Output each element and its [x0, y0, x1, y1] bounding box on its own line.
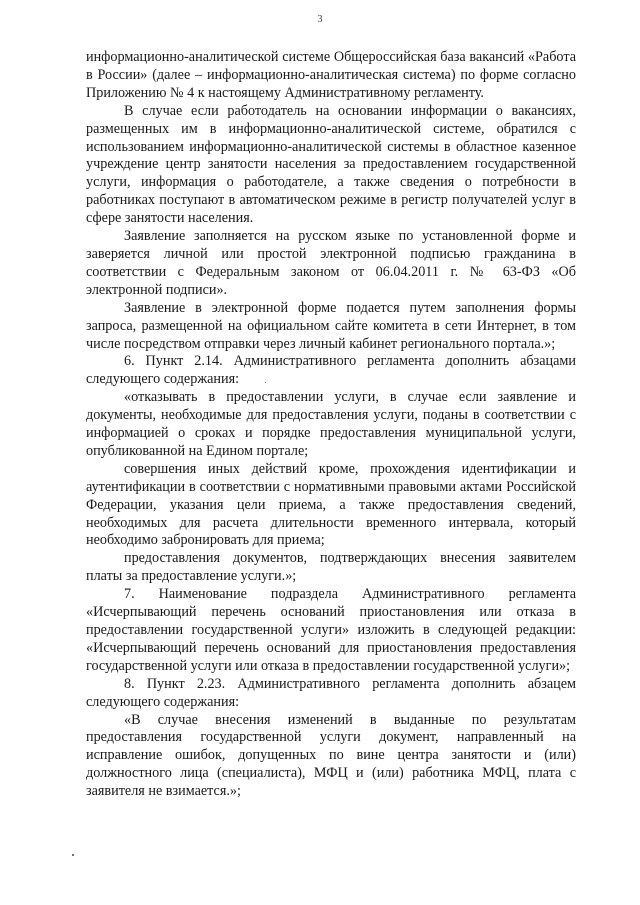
paragraph-4: Заявление в электронной форме подается путем заполнения формы запроса, размещенной на официальном сайте комитета в сети Интернет, в том числе посредством отправки через личный кабинет регионального портала.»;: [86, 299, 576, 352]
paragraph-11: «В случае внесения изменений в выданные по результатам предоставления государственной услуги документ, направленный на исправление ошибок, допущенных по вине центра занятости и (или) должностного лица (специалиста), МФЦ и (или) работника МФЦ, плата с заявителя не взимается.»;: [86, 711, 576, 800]
paragraph-7: совершения иных действий кроме, прохождения идентификации и аутентификации в соответствии с нормативными правовыми актами Российской Федерации, указания цели приема, а также предоставления сведений, необходимых для расчета длительности временного интервала, который необходимо забронировать для приема;: [86, 460, 576, 549]
document-body: [86, 49, 576, 801]
page-number: 3: [317, 14, 323, 25]
paragraph-6: «отказывать в предоставлении услуги, в случае если заявление и документы, необходимые для предоставления услуги, поданы в соответствии с информацией о сроках и порядке предоставления муниципальной услуги, опубликованной на Едином портале;: [86, 389, 576, 459]
paragraph-1: информационно-аналитической системе Общероссийская база вакансий «Работа в России» (далее – информационно-аналитическая система) по форме согласно Приложению № 4 к настоящему Административному регламенту.: [86, 49, 576, 101]
scan-speck: [72, 854, 74, 856]
paragraph-3: Заявление заполняется на русском языке по установленной форме и заверяется личной или простой электронной подписью гражданина в соответствии с Федеральным законом от 06.04.2011 г. № 63-ФЗ «Об электронной подписи».: [86, 228, 576, 298]
paragraph-2: В случае если работодатель на основании информации о вакансиях, размещенных им в информационно-аналитической системе, обратился с использованием информационно-аналитической системы в областное казенное учреждение центр занятости населения за предоставлением государственной услуги, информация о работодателе, а также сведения о потребности в работниках поступают в автоматическом режиме в регистр получателей услуг в сфере занятости населения.: [86, 102, 576, 227]
scan-speck: [265, 382, 266, 383]
paragraph-9: 7. Наименование подраздела Административного регламента «Исчерпывающий перечень оснований приостановления или отказа в предоставлении государственной услуги» изложить в следующей редакции: «Исчерпывающий перечень оснований для приостановления предоставления государственной услуги или отказа в предоставлении государственной услуги»;: [86, 586, 576, 674]
paragraph-8: предоставления документов, подтверждающих внесения заявителем платы за предоставление услуги.»;: [86, 550, 576, 585]
paragraph-5: 6. Пункт 2.14. Административного регламента дополнить абзацами следующего содержания:: [86, 353, 576, 388]
paragraph-10: 8. Пункт 2.23. Административного регламента дополнить абзацем следующего содержания:: [86, 675, 576, 710]
